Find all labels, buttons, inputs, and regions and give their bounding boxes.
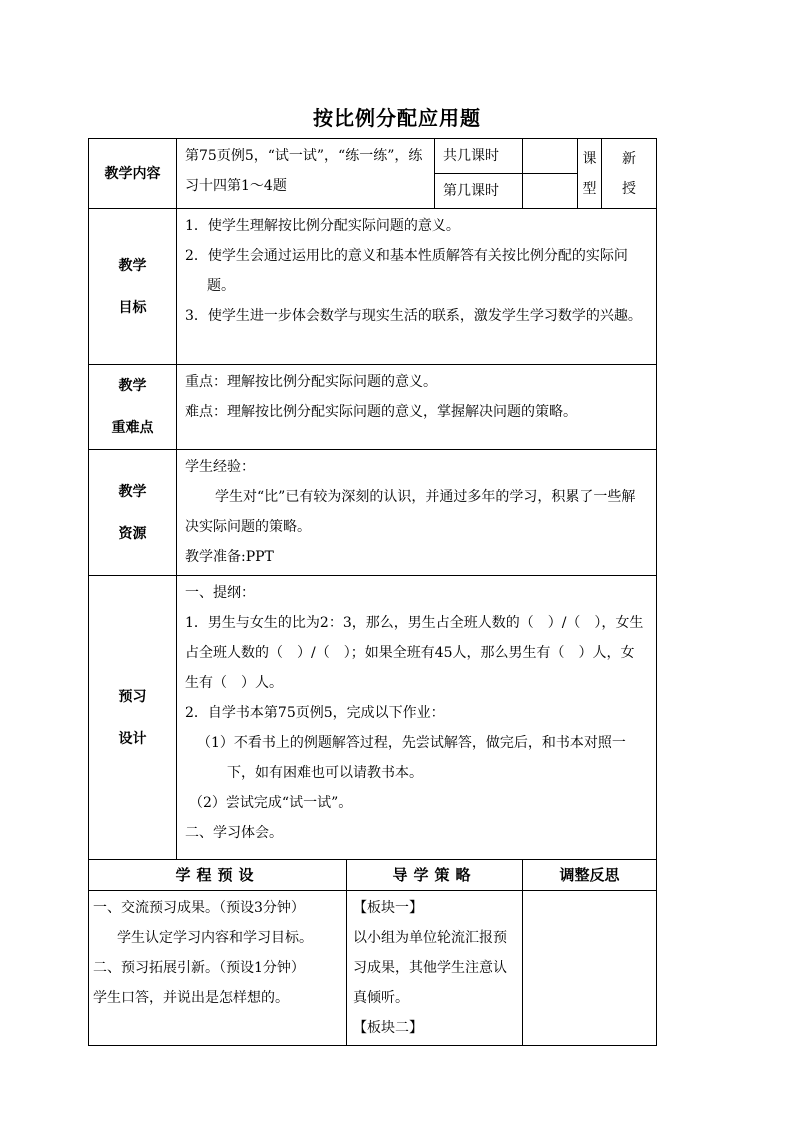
question-2b: （2）尝试完成“试一试”。	[189, 795, 353, 811]
goals-row	[89, 209, 657, 365]
process-left	[89, 891, 347, 1046]
key-points-content	[177, 365, 657, 450]
goal-item: 2．使学生会通过运用比的意义和基本性质解答有关按比例分配的实际问题。	[185, 248, 628, 294]
process-left-line: 二、预习拓展引新。（预设1分钟）	[93, 960, 305, 976]
process-middle-line: 【板块二】	[353, 1020, 423, 1036]
goals-label-1: 教学	[118, 257, 147, 274]
which-period-label: 第几课时	[435, 174, 523, 209]
key-points-label	[89, 365, 177, 450]
process-body-row	[89, 891, 657, 1046]
total-periods-value	[523, 139, 578, 174]
focus-text: 重点：理解按比例分配实际问题的意义。	[185, 374, 437, 390]
process-left-line: 学生口答，并说出是怎样想的。	[93, 990, 289, 1006]
goals-label	[89, 209, 177, 365]
lesson-plan-table	[88, 138, 657, 1046]
process-header-col1: 学程预设	[89, 860, 347, 891]
process-header-col3: 调整反思	[523, 860, 657, 891]
question-2a: （1）不看书上的例题解答过程，先尝试解答，做完后，和书本对照一下，如有困难也可以请教书本。	[197, 735, 626, 781]
resources-row	[89, 450, 657, 576]
process-header-row	[89, 860, 657, 891]
content-label: 教学内容	[89, 139, 177, 209]
process-header-col2: 导学策略	[347, 860, 523, 891]
lesson-type-label-2: 型	[582, 180, 597, 197]
difficulty-text: 难点：理解按比例分配实际问题的意义，掌握解决问题的策略。	[185, 404, 577, 420]
goal-item: 3．使学生进一步体会数学与现实生活的联系，激发学生学习数学的兴趣。	[185, 308, 642, 324]
process-middle-line: 以小组为单位轮流汇报预习成果，其他学生注意认真倾听。	[353, 930, 507, 1006]
which-period-value	[523, 174, 578, 209]
process-right	[523, 891, 657, 1046]
preview-label	[89, 576, 177, 860]
preparation-text: 教学准备:PPT	[185, 549, 274, 565]
goal-item: 1．使学生理解按比例分配实际问题的意义。	[185, 218, 460, 234]
document-title: 按比例分配应用题	[313, 106, 481, 130]
content-row-a	[89, 139, 657, 174]
process-middle	[347, 891, 523, 1046]
lesson-type-label	[578, 139, 602, 209]
preview-content	[177, 576, 657, 860]
key-points-row	[89, 365, 657, 450]
process-middle-line: 【板块一】	[353, 900, 423, 916]
preview-label-1: 预习	[118, 688, 147, 705]
process-left-line: 学生认定学习内容和学习目标。	[117, 930, 313, 946]
lesson-type-value	[602, 139, 657, 209]
resources-label-2: 资源	[118, 525, 147, 542]
resources-content	[177, 450, 657, 576]
lesson-type-value-1: 新	[622, 150, 637, 167]
lesson-type-label-1: 课	[582, 150, 597, 167]
experience-heading: 学生经验：	[185, 459, 255, 475]
goals-content	[177, 209, 657, 365]
process-left-line: 一、交流预习成果。（预设3分钟）	[93, 900, 305, 916]
preview-label-2: 设计	[118, 730, 147, 747]
key-points-label-2: 重难点	[111, 420, 154, 436]
reflection-heading: 二、学习体会。	[185, 825, 283, 841]
preview-row	[89, 576, 657, 860]
lesson-type-value-2: 授	[622, 180, 637, 197]
resources-label	[89, 450, 177, 576]
goals-label-2: 目标	[118, 299, 147, 316]
question-1: 1．男生与女生的比为2：3，那么，男生占全班人数的（ ）/（ ），女生占全班人数的（ ）/（ ）；如果全班有45人，那么男生有（ ）人，女生有（ ）人。	[185, 615, 644, 691]
question-2: 2．自学书本第75页例5，完成以下作业：	[185, 705, 445, 721]
key-points-label-1: 教学	[118, 378, 147, 394]
resources-label-1: 教学	[118, 483, 147, 500]
experience-text: 学生对“比”已有较为深刻的认识，并通过多年的学习，积累了一些解决实际问题的策略。	[185, 489, 636, 535]
content-text: 第75页例5，“试一试”，“练一练”，练习十四第1～4题	[177, 139, 435, 209]
total-periods-label: 共几课时	[435, 139, 523, 174]
outline-heading: 一、提纲：	[185, 585, 255, 601]
